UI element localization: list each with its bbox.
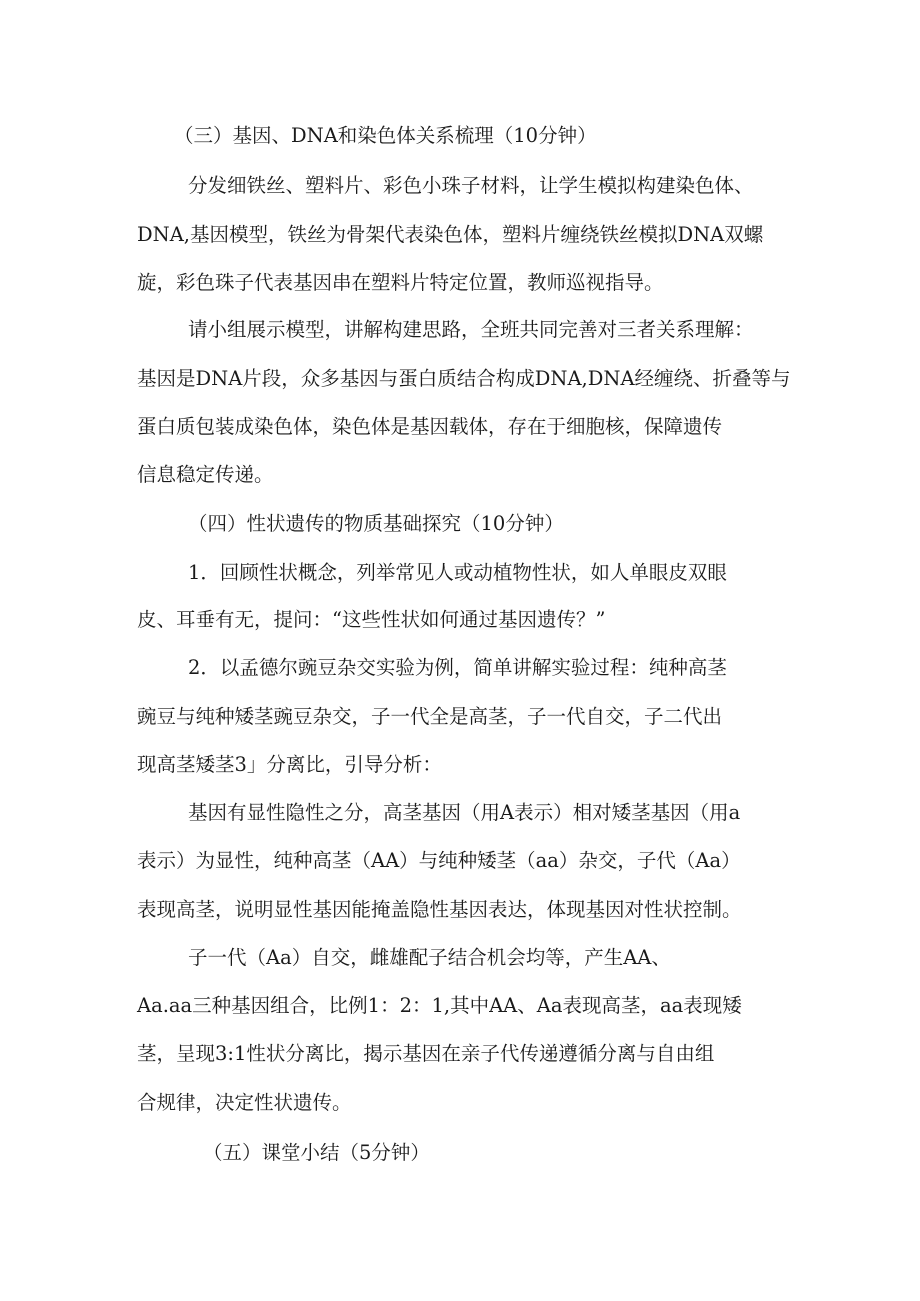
paragraph-line: 1．回顾性状概念，列举常见人或动植物性状，如人单眼皮双眼 [188,561,727,584]
paragraph-line: 基因有显性隐性之分，高茎基因（用A表示）相对矮茎基因（用a [188,801,741,824]
paragraph-line: 茎，呈现3:1性状分离比，揭示基因在亲子代传递遵循分离与自由组 [137,1042,715,1065]
paragraph-line: 分发细铁丝、塑料片、彩色小珠子材料，让学生模拟构建染色体、 [188,174,754,197]
section-3-heading: （三）基因、DNA和染色体关系梳理（10分钟） [174,124,597,147]
paragraph-line: 现高茎矮茎3」分离比，引导分析： [137,753,442,776]
paragraph-line: 2．以孟德尔豌豆杂交实验为例，简单讲解实验过程：纯种高茎 [188,656,727,679]
paragraph-line: 子一代（Aa）自交，雌雄配子结合机会均等，产生AA、 [188,946,671,969]
section-5-heading: （五）课堂小结（5分钟） [203,1141,430,1164]
paragraph-line: Aa.aa三种基因组合，比例1：2：1,其中AA、Aa表现高茎，aa表现矮 [137,994,742,1017]
paragraph-line: 合规律，决定性状遗传。 [137,1091,352,1114]
paragraph-line: 请小组展示模型，讲解构建思路，全班共同完善对三者关系理解： [188,318,754,341]
paragraph-line: 表示）为显性，纯种高茎（AA）与纯种矮茎（aa）杂交，子代（Aa） [137,849,741,872]
paragraph-line: 信息稳定传递。 [137,463,274,486]
paragraph-line: 旋，彩色珠子代表基因串在塑料片特定位置，教师巡视指导。 [137,271,664,294]
paragraph-line: 表现高茎，说明显性基因能掩盖隐性基因表达，体现基因对性状控制。 [137,898,742,921]
paragraph-line: 基因是DNA片段，众多基因与蛋白质结合构成DNA,DNA经缠绕、折叠等与 [137,367,791,390]
paragraph-line: 皮、耳垂有无，提问：“这些性状如何通过基因遗传？” [137,608,606,631]
section-4-heading: （四）性状遗传的物质基础探究（10分钟） [188,512,564,535]
paragraph-line: 豌豆与纯种矮茎豌豆杂交，子一代全是高茎，子一代自交，子二代出 [137,705,723,728]
paragraph-line: 蛋白质包装成染色体，染色体是基因载体，存在于细胞核，保障遗传 [137,415,723,438]
paragraph-line: DNA,基因模型，铁丝为骨架代表染色体，塑料片缠绕铁丝模拟DNA双螺 [137,223,764,246]
